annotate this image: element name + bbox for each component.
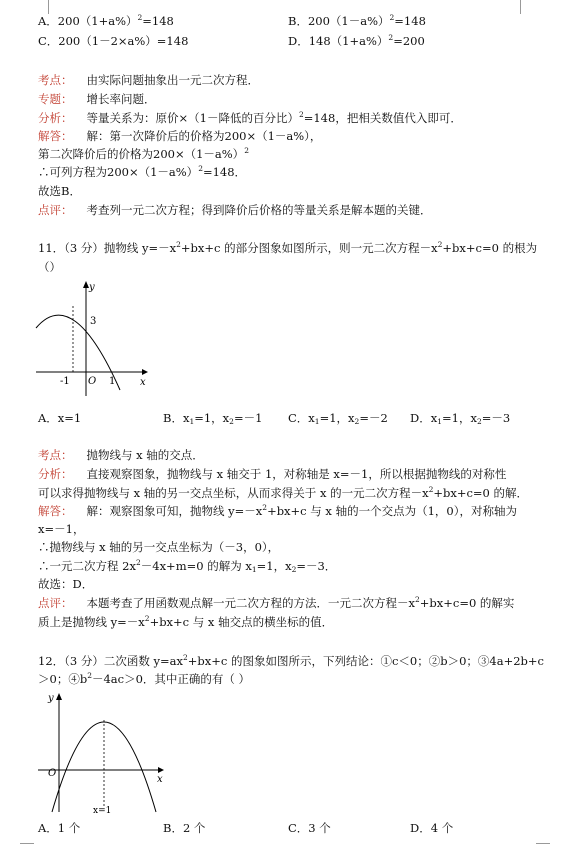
zhuanti-label: 专题：	[38, 92, 73, 106]
corner-mark-top-right	[520, 0, 535, 14]
q11-fenxi-line2: 可以求得抛物线与 x 轴的另一交点坐标，从而求得关于 x 的一元二次方程$-x^2+bx+c=0$ 的解．	[38, 485, 529, 500]
q12-option-a[interactable]: A．1 个	[38, 821, 81, 835]
dianping-label: 点评：	[38, 596, 73, 610]
corner-mark-top-left	[34, 0, 49, 14]
jieda-label: 解答：	[38, 504, 73, 518]
q11-jieda: 解答： 解：观察图象可知，抛物线 $y=-x^2+bx+c$ 与 x 轴的一个交点为（1，0），对称轴为	[38, 503, 517, 518]
q11-parabola-graph	[30, 278, 160, 398]
q10-kaodian: 考点： 由实际问题抽象出一元二次方程．	[38, 73, 259, 87]
q11-option-b[interactable]: B．$x_1=1$，$x_2=-1$	[163, 411, 263, 426]
q10-jieda: 解答： 解：第一次降价后的价格为200×（1－a%），	[38, 129, 322, 143]
q12-stem: 12．（3 分）二次函数 $y=ax^2+bx+c$ 的图象如图所示，下列结论：①c＜0；②b＞0；③4a+2b+c	[38, 653, 544, 668]
fenxi-label: 分析：	[38, 111, 73, 125]
q12-stem-line2: ＞0；$④b^2-4ac>0$．其中正确的有（ ）	[38, 671, 251, 686]
kaodian-label: 考点：	[38, 73, 73, 87]
origin-label: O	[48, 768, 57, 779]
y-axis-label: y	[48, 693, 54, 704]
q10-jieda-line3: ∴可列方程为$200\times(1-a\%)^2=148$．	[38, 164, 247, 179]
tick-minus-1: -1	[60, 376, 70, 387]
x-axis-arrow	[158, 767, 164, 773]
x-axis-label: x	[157, 774, 163, 785]
fenxi-label: 分析：	[38, 467, 73, 481]
corner-mark-bottom-left	[20, 843, 34, 858]
kaodian-label: 考点：	[38, 448, 73, 462]
q11-answer: 故选：D．	[38, 577, 94, 591]
x-axis-arrow	[142, 369, 148, 375]
q10-fenxi: 分析： 等量关系为：原价×（1－降低的百分比）$^2$=148，把相关数值代入即可．	[38, 110, 462, 125]
x-axis-label: x	[140, 377, 146, 388]
corner-mark-bottom-right	[536, 843, 550, 858]
q11-jieda-line4: ∴一元二次方程 $2x^2-4x+m=0$ 的解为 $x_1=1$，$x_2=-3$．	[38, 558, 337, 574]
q11-dianping: 点评： 本题考查了用函数观点解一元二次方程的方法．一元二次方程$-x^2+bx+c=0$ 的解实	[38, 595, 515, 610]
q10-jieda-line2: 第二次降价后的价格为$200\times(1-a\%)^2$	[38, 146, 249, 161]
q11-stem-paren: （）	[38, 260, 61, 274]
q12-option-c[interactable]: C．3 个	[288, 821, 331, 835]
tick-1: 1	[109, 376, 116, 387]
q11-option-a[interactable]: A．x=1	[38, 411, 82, 425]
q11-jieda-line3: ∴抛物线与 x 轴的另一交点坐标为（－3，0），	[38, 540, 280, 554]
q10-option-d[interactable]: D．$148(1+a\%)^2=200$	[288, 33, 425, 48]
q10-dianping: 点评： 考查列一元二次方程；得到降价后价格的等量关系是解本题的关键．	[38, 203, 432, 217]
q11-option-d[interactable]: D．$x_1=1$，$x_2=-3$	[410, 411, 511, 426]
dianping-label: 点评：	[38, 203, 73, 217]
q10-answer: 故选B．	[38, 184, 81, 198]
jieda-label: 解答：	[38, 129, 73, 143]
q10-zhuanti: 专题： 增长率问题．	[38, 92, 156, 106]
q11-option-c[interactable]: C．$x_1=1$，$x_2=-2$	[288, 411, 388, 426]
parabola-curve	[52, 722, 156, 812]
q12-option-d[interactable]: D．4 个	[410, 821, 454, 835]
q11-fenxi: 分析： 直接观察图象，抛物线与 x 轴交于 1，对称轴是 x=－1，所以根据抛物线的对称性	[38, 467, 507, 481]
parabola-curve	[36, 315, 120, 390]
q10-option-c[interactable]: C．200（1－2×a%）=148	[38, 34, 189, 48]
q12-parabola-graph	[30, 690, 170, 815]
q10-option-a[interactable]: A．$200(1+a\%)^2=148$	[38, 13, 174, 28]
q12-option-b[interactable]: B．2 个	[163, 821, 206, 835]
origin-label: O	[88, 376, 97, 387]
symmetry-axis-label: x=1	[93, 806, 112, 815]
tick-3: 3	[90, 316, 97, 327]
y-axis-label: y	[89, 282, 95, 293]
q11-dianping-line2: 质上是抛物线 $y=-x^2+bx+c$ 与 x 轴交点的横坐标的值．	[38, 614, 334, 629]
q11-jieda-line2: x=－1，	[38, 522, 85, 536]
q11-kaodian: 考点： 抛物线与 x 轴的交点．	[38, 448, 204, 462]
q11-stem: 11．（3 分）抛物线 $y=-x^2+bx+c$ 的部分图象如图所示，则一元二次方程$-x^2+bx+c=0$ 的根为	[38, 240, 538, 255]
q10-option-b[interactable]: B．$200(1-a\%)^2=148$	[288, 13, 426, 28]
y-axis-arrow	[56, 693, 62, 700]
